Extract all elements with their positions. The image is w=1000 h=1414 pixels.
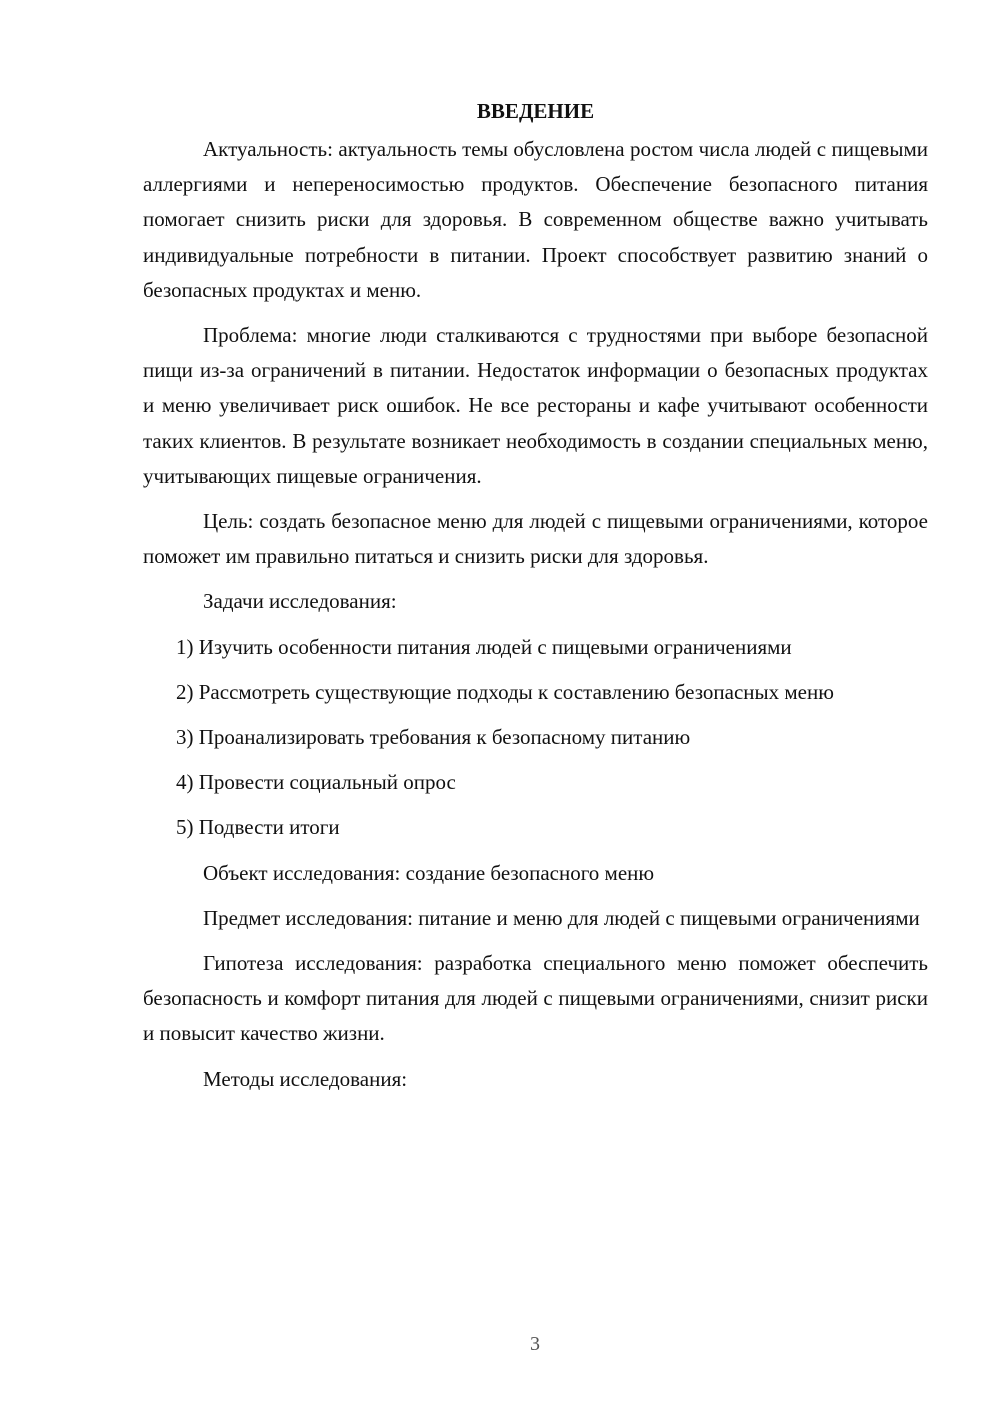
relevance-paragraph: Актуальность: актуальность темы обусловлена ростом числа людей с пищевыми аллергиями и непереносимостью продуктов. Обеспечение безопасного питания помогает снизить риски для здоровья. В современном обществе важно учитывать индивидуальные потребности в питании. Проект способствует развитию знаний о безопасных продуктах и меню.	[143, 137, 928, 302]
page-number: 3	[530, 1333, 540, 1355]
document-page	[143, 94, 928, 1107]
tasks-heading: Задачи исследования:	[203, 589, 397, 614]
goal-paragraph: Цель: создать безопасное меню для людей с пищевыми ограничениями, которое поможет им правильно питаться и снизить риски для здоровья.	[143, 509, 928, 569]
hypothesis-paragraph: Гипотеза исследования: разработка специального меню поможет обеспечить безопасность и комфорт питания для людей с пищевыми ограничениями, снизит риски и повысит качество жизни.	[143, 951, 928, 1046]
object-paragraph: Объект исследования: создание безопасного меню	[203, 860, 655, 885]
task-item: 2) Рассмотреть существующие подходы к составлению безопасных меню	[176, 679, 834, 704]
task-item: 1) Изучить особенности питания людей с пищевыми ограничениями	[176, 634, 792, 659]
task-item: 3) Проанализировать требования к безопасному питанию	[176, 725, 691, 750]
page-title: ВВЕДЕНИЕ	[476, 99, 595, 123]
subject-paragraph: Предмет исследования: питание и меню для людей с пищевыми ограничениями	[203, 905, 920, 930]
task-item: 5) Подвести итоги	[176, 815, 340, 840]
task-item: 4) Провести социальный опрос	[176, 770, 456, 795]
methods-heading: Методы исследования:	[203, 1066, 408, 1091]
problem-paragraph: Проблема: многие люди сталкиваются с трудностями при выборе безопасной пищи из-за ограничений в питании. Недостаток информации о безопасных продуктах и меню увеличивает риск ошибок. Не все рестораны и кафе учитывают особенности таких клиентов. В результате возникает необходимость в создании специальных меню, учитывающих пищевые ограничения.	[143, 323, 928, 488]
